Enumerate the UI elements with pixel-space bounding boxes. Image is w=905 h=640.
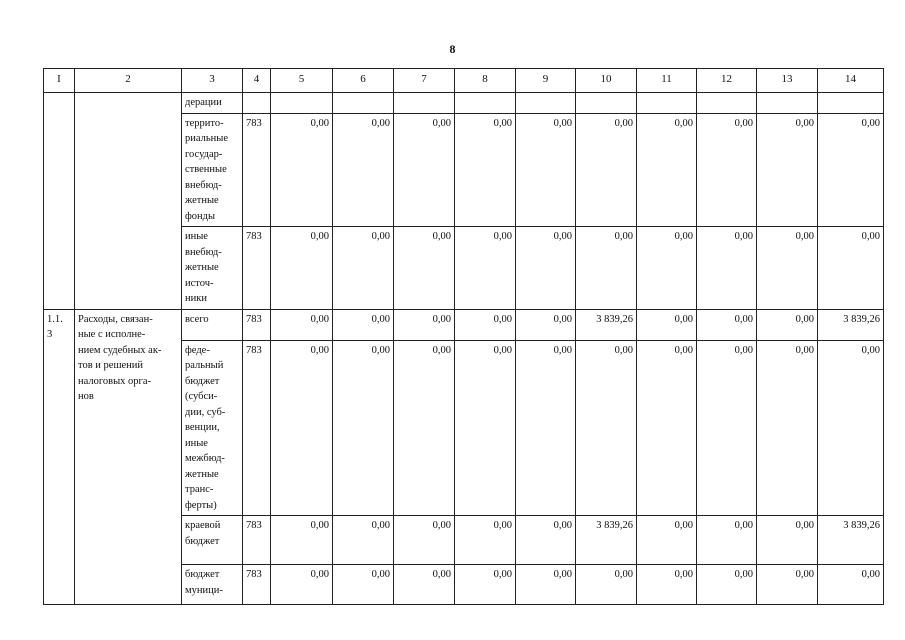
column-header: 2: [75, 69, 182, 93]
value-cell: 0,00: [333, 309, 394, 340]
code-cell: 783: [243, 113, 271, 227]
source-label: краевой бюджет: [182, 516, 243, 565]
value-cell: 0,00: [818, 565, 884, 605]
value-cell: [697, 93, 757, 114]
source-label: дерации: [182, 93, 243, 114]
value-cell: 0,00: [757, 516, 818, 565]
column-header: 12: [697, 69, 757, 93]
column-number-row: [44, 69, 884, 93]
value-cell: 3 839,26: [818, 516, 884, 565]
value-cell: 0,00: [455, 309, 516, 340]
value-cell: 0,00: [637, 113, 697, 227]
value-cell: 0,00: [637, 565, 697, 605]
value-cell: 0,00: [637, 227, 697, 310]
value-cell: 0,00: [455, 340, 516, 516]
value-cell: 0,00: [394, 565, 455, 605]
value-cell: 0,00: [333, 340, 394, 516]
code-cell: 783: [243, 516, 271, 565]
row-description: [75, 93, 182, 310]
value-cell: 0,00: [697, 227, 757, 310]
column-header: 8: [455, 69, 516, 93]
value-cell: 0,00: [757, 227, 818, 310]
value-cell: [757, 93, 818, 114]
source-label: феде- ральный бюджет (субси- дии, суб- венции, иные межбюд- жетные транс- ферты): [182, 340, 243, 516]
column-header: 11: [637, 69, 697, 93]
column-header: 6: [333, 69, 394, 93]
value-cell: 0,00: [818, 340, 884, 516]
value-cell: 0,00: [455, 113, 516, 227]
value-cell: 0,00: [757, 340, 818, 516]
value-cell: 0,00: [516, 516, 576, 565]
value-cell: 0,00: [394, 309, 455, 340]
value-cell: 0,00: [455, 516, 516, 565]
value-cell: 0,00: [757, 113, 818, 227]
value-cell: 0,00: [516, 565, 576, 605]
source-label: всего: [182, 309, 243, 340]
value-cell: 0,00: [394, 227, 455, 310]
value-cell: [576, 93, 637, 114]
value-cell: 0,00: [576, 340, 637, 516]
value-cell: 0,00: [455, 227, 516, 310]
column-header: 7: [394, 69, 455, 93]
value-cell: 0,00: [394, 340, 455, 516]
value-cell: 0,00: [394, 113, 455, 227]
value-cell: 0,00: [516, 113, 576, 227]
value-cell: 0,00: [637, 340, 697, 516]
value-cell: 0,00: [455, 565, 516, 605]
source-label: иные внебюд- жетные источ- ники: [182, 227, 243, 310]
value-cell: 0,00: [818, 113, 884, 227]
value-cell: 0,00: [271, 340, 333, 516]
column-header: 5: [271, 69, 333, 93]
source-label: террито- риальные государ- ственные внебюд- жетные фонды: [182, 113, 243, 227]
value-cell: 0,00: [757, 309, 818, 340]
value-cell: 3 839,26: [576, 309, 637, 340]
value-cell: [455, 93, 516, 114]
value-cell: [394, 93, 455, 114]
row-index: 1.1. 3: [44, 309, 75, 605]
value-cell: 3 839,26: [576, 516, 637, 565]
value-cell: [516, 93, 576, 114]
value-cell: 0,00: [637, 516, 697, 565]
value-cell: 0,00: [516, 340, 576, 516]
value-cell: 0,00: [271, 516, 333, 565]
value-cell: [271, 93, 333, 114]
column-header: 4: [243, 69, 271, 93]
value-cell: 0,00: [271, 309, 333, 340]
column-header: 3: [182, 69, 243, 93]
page-number: 8: [449, 42, 456, 56]
value-cell: 0,00: [271, 113, 333, 227]
value-cell: 0,00: [333, 516, 394, 565]
row-description: Расходы, связан- ные с исполне- нием судебных ак- тов и решений налоговых орга- нов: [75, 309, 182, 605]
table-row: [44, 93, 884, 114]
value-cell: 0,00: [818, 227, 884, 310]
value-cell: 0,00: [697, 113, 757, 227]
column-header: 10: [576, 69, 637, 93]
value-cell: 0,00: [333, 113, 394, 227]
code-cell: 783: [243, 227, 271, 310]
value-cell: 0,00: [516, 227, 576, 310]
column-header: 14: [818, 69, 884, 93]
column-header: 13: [757, 69, 818, 93]
budget-table: [43, 68, 884, 605]
table-row: [44, 309, 884, 340]
value-cell: [818, 93, 884, 114]
value-cell: 0,00: [333, 227, 394, 310]
row-index: [44, 93, 75, 310]
value-cell: 0,00: [333, 565, 394, 605]
value-cell: 0,00: [697, 565, 757, 605]
value-cell: 0,00: [576, 565, 637, 605]
value-cell: 0,00: [757, 565, 818, 605]
value-cell: 0,00: [576, 113, 637, 227]
value-cell: 0,00: [576, 227, 637, 310]
value-cell: 0,00: [637, 309, 697, 340]
column-header: 9: [516, 69, 576, 93]
code-cell: 783: [243, 565, 271, 605]
source-label: бюджет муници-: [182, 565, 243, 605]
value-cell: 0,00: [697, 309, 757, 340]
code-cell: 783: [243, 340, 271, 516]
value-cell: 3 839,26: [818, 309, 884, 340]
value-cell: [333, 93, 394, 114]
value-cell: 0,00: [271, 227, 333, 310]
column-header: I: [44, 69, 75, 93]
code-cell: [243, 93, 271, 114]
value-cell: 0,00: [697, 516, 757, 565]
value-cell: 0,00: [271, 565, 333, 605]
value-cell: 0,00: [697, 340, 757, 516]
value-cell: 0,00: [394, 516, 455, 565]
value-cell: [637, 93, 697, 114]
value-cell: 0,00: [516, 309, 576, 340]
code-cell: 783: [243, 309, 271, 340]
